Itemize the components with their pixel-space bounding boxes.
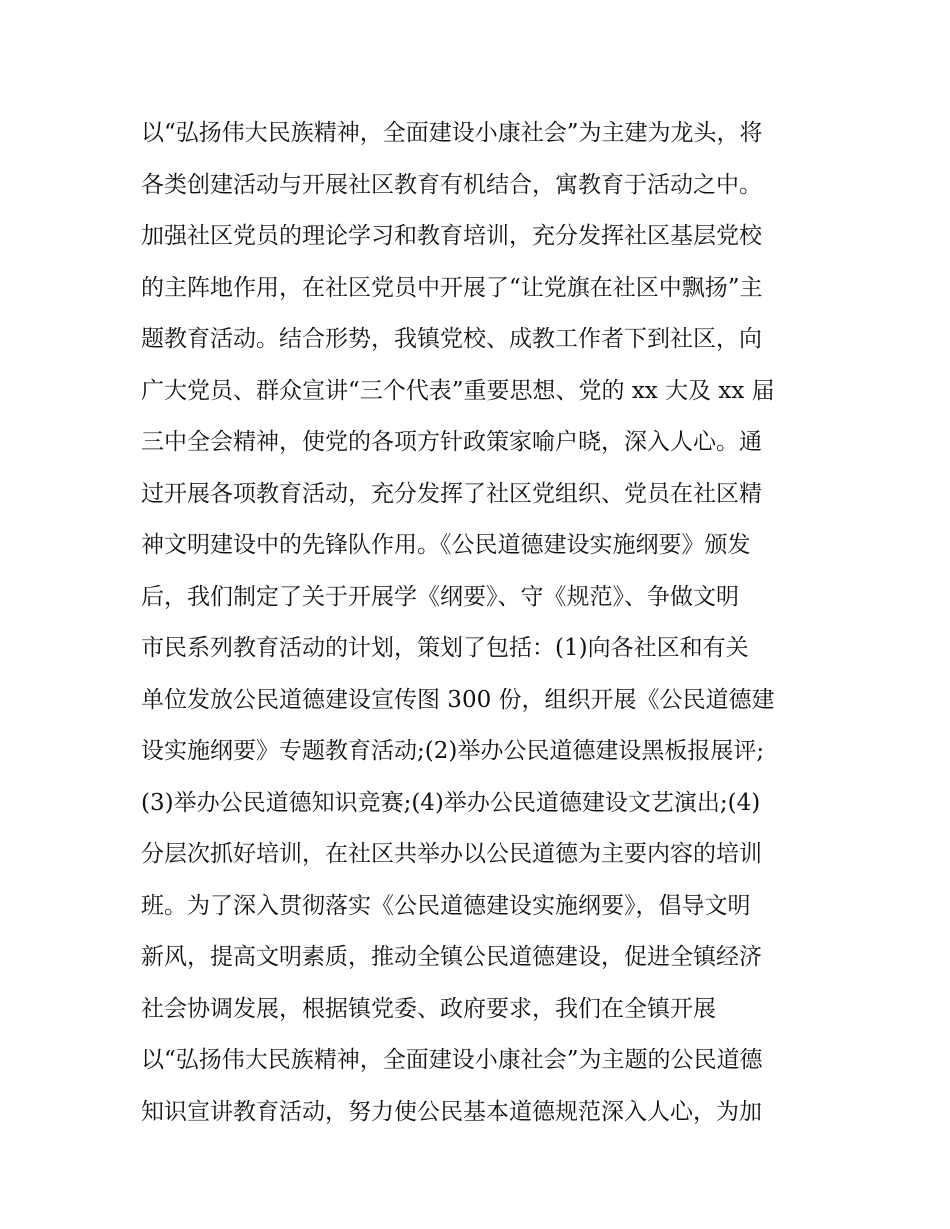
text-line: 三中全会精神，使党的各项方针政策家喻户晓，深入人心。通 [141,429,762,455]
text-line: 各类创建活动与开展社区教育有机结合，寓教育于活动之中。 [141,171,762,198]
text-line: 知识宣讲教育活动，努力使公民基本道德规范深入人心，为加 [141,1098,762,1125]
body-text [141,108,821,1138]
text-line: 班。为了深入贯彻落实《公民道德建设实施纲要》，倡导文明 [141,892,751,919]
text-line: 题教育活动。结合形势，我镇党校、成教工作者下到社区，向 [141,326,762,352]
text-line: 的主阵地作用，在社区党员中开展了“让党旗在社区中飘扬”主 [141,274,763,301]
text-line: 分层次抓好培训，在社区共举办以公民道德为主要内容的培训 [141,841,762,867]
text-line: 社会协调发展，根据镇党委、政府要求，我们在全镇开展 [141,995,716,1022]
text-line: 设实施纲要》专题教育活动;(2)举办公民道德建设黑板报展评; [141,738,765,764]
text-line: 广大党员、群众宣讲“三个代表”重要思想、党的 xx 大及 xx 届 [141,377,775,404]
text-line: 后，我们制定了关于开展学《纲要》、守《规范》、争做文明 [141,583,739,610]
text-line: 市民系列教育活动的计划，策划了包括：(1)向各社区和有关 [141,635,749,661]
text-line: 单位发放公民道德建设宣传图 300 份，组织开展《公民道德建 [141,686,775,713]
text-line: 以“弘扬伟大民族精神，全面建设小康社会”为主建为龙头，将 [141,120,763,146]
text-line: (3)举办公民道德知识竞赛;(4)举办公民道德建设文艺演出;(4) [141,789,761,816]
text-line: 加强社区党员的理论学习和教育培训，充分发挥社区基层党校 [141,223,762,249]
text-line: 新风，提高文明素质，推动全镇公民道德建设，促进全镇经济 [141,944,762,970]
text-line: 以“弘扬伟大民族精神，全面建设小康社会”为主题的公民道德 [141,1047,763,1073]
text-line: 过开展各项教育活动，充分发挥了社区党组织、党员在社区精 [141,480,762,507]
text-line: 神文明建设中的先锋队作用。《公民道德建设实施纲要》颁发 [141,532,751,558]
